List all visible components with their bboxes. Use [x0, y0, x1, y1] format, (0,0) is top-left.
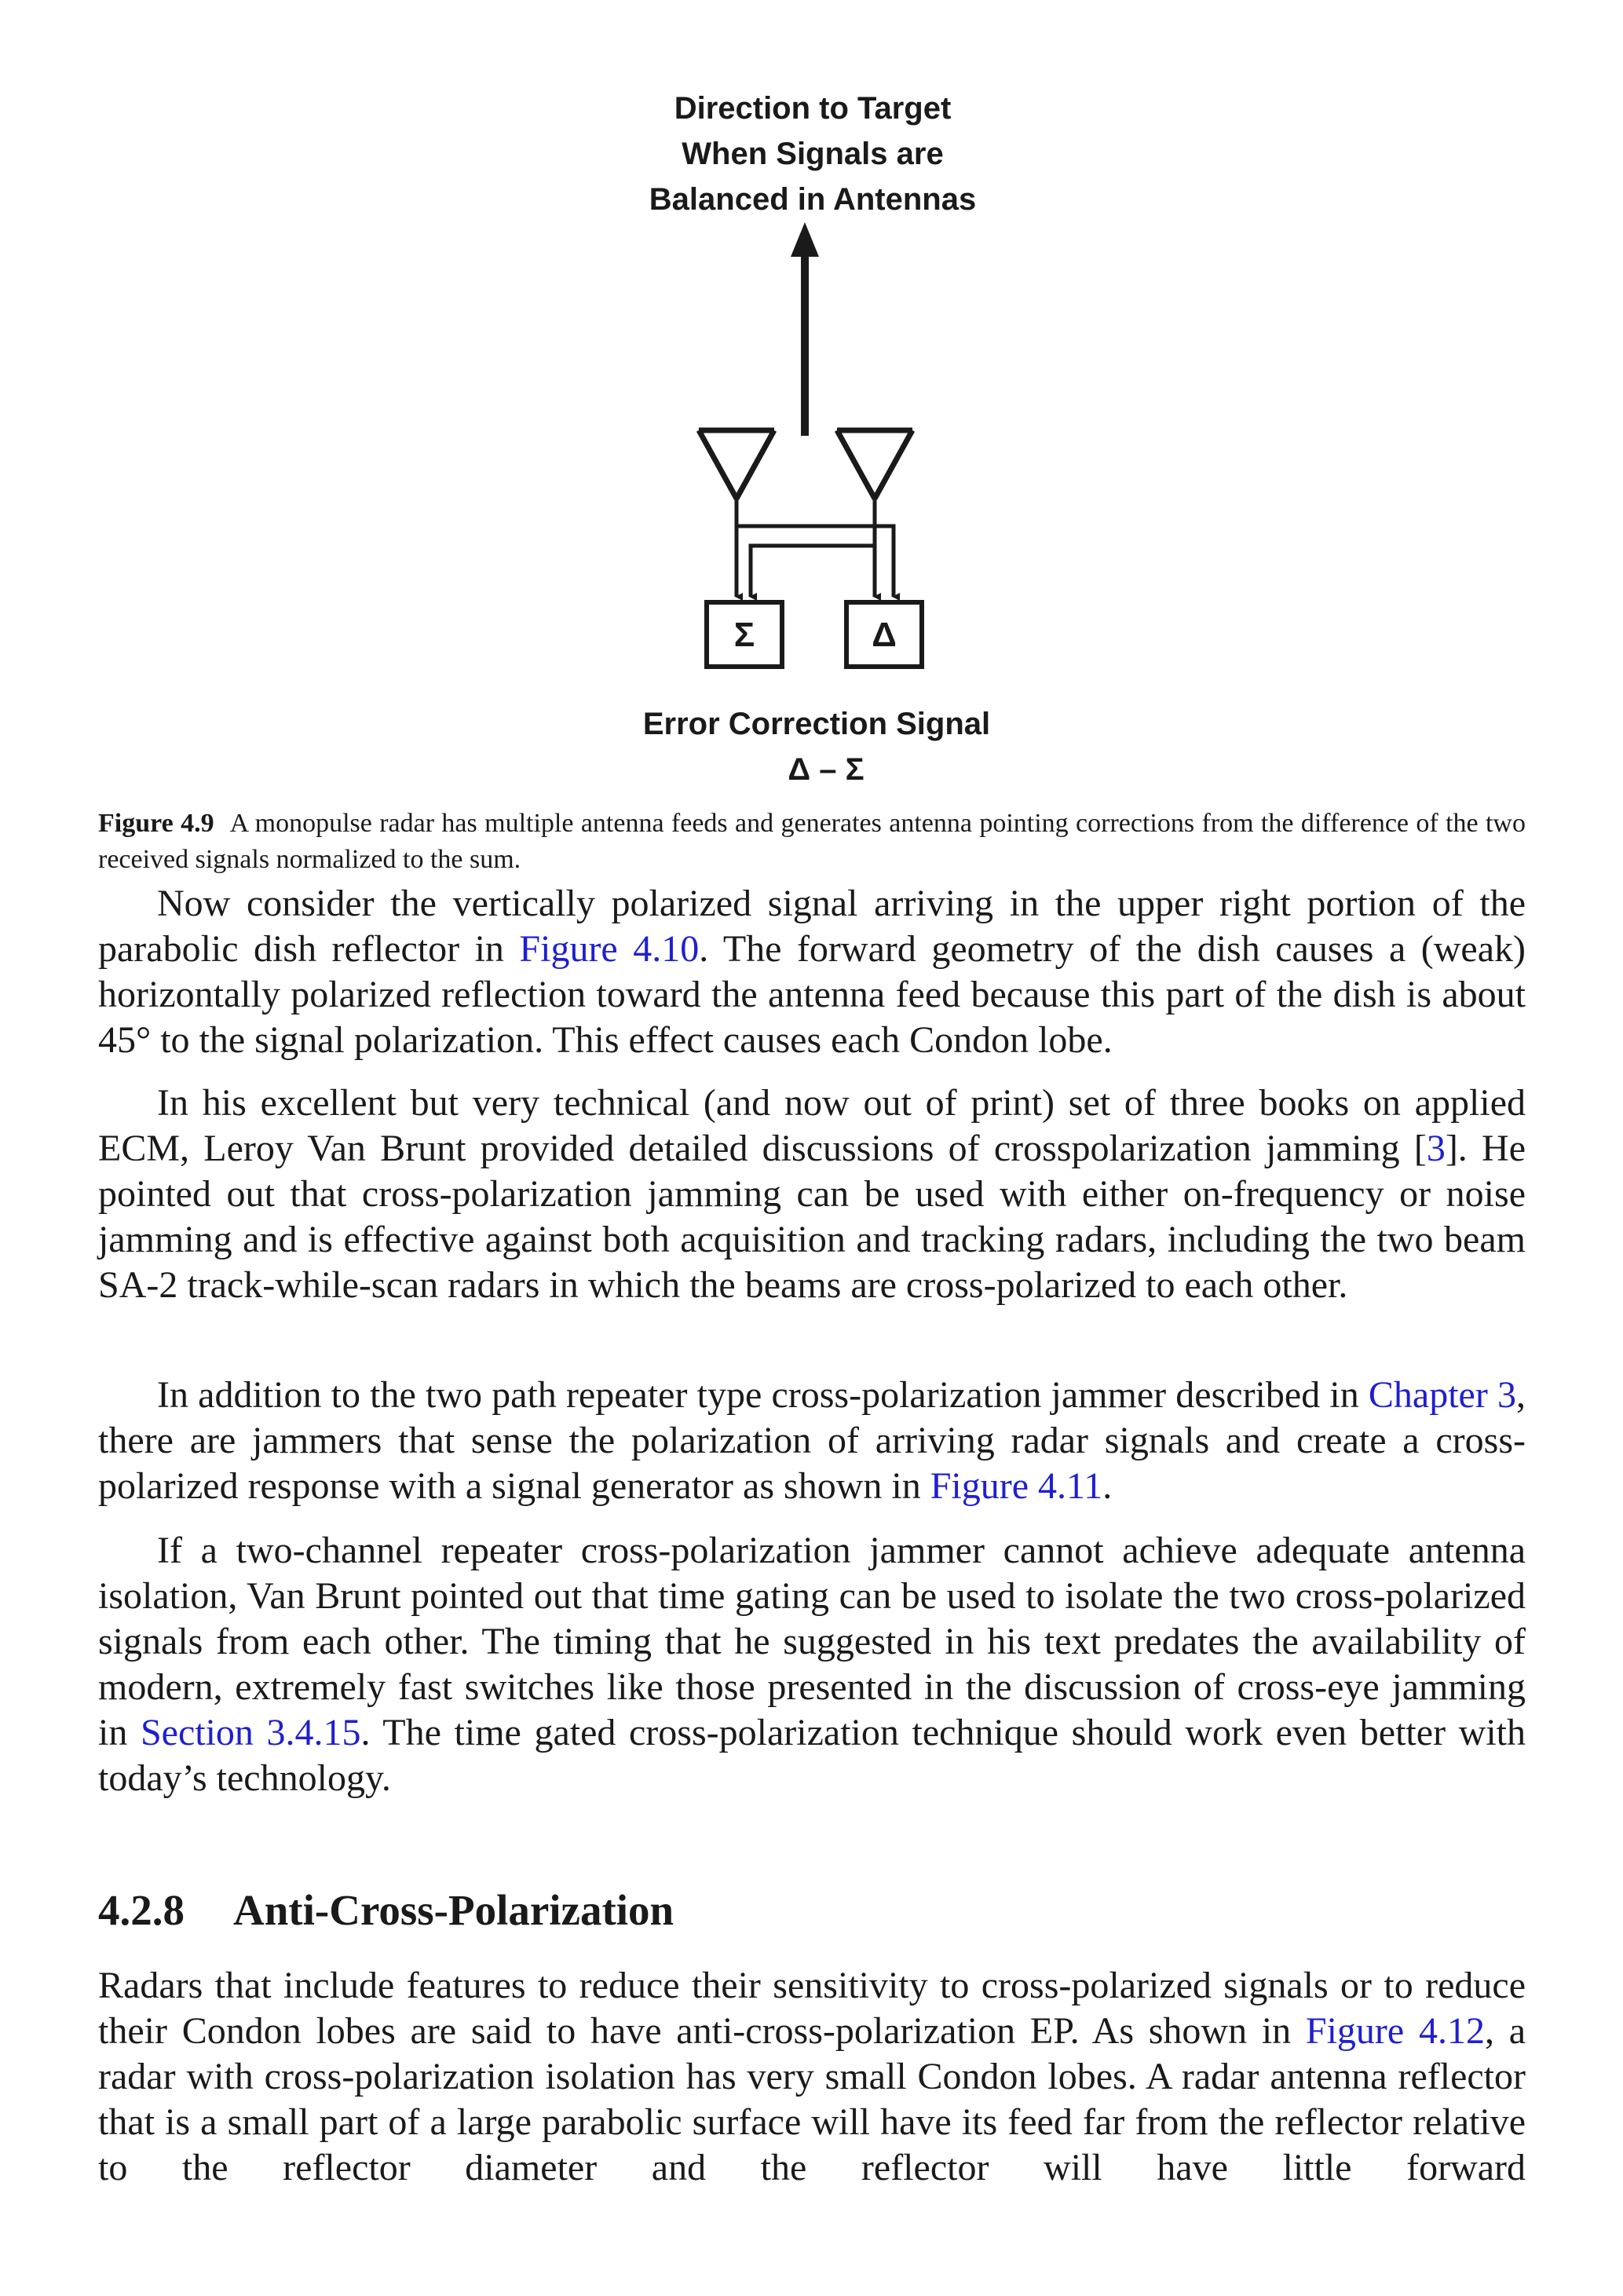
bottom-formula: Δ – Σ — [788, 752, 865, 787]
figure-4-10-link[interactable]: Figure 4.10 — [519, 928, 700, 970]
paragraph-1 — [98, 881, 1526, 1063]
paragraph-3 — [98, 1373, 1526, 1509]
top-label-line-3: Balanced in Antennas — [649, 182, 977, 217]
paragraph-2 — [98, 1080, 1526, 1308]
feed-network — [737, 499, 894, 597]
monopulse-diagram — [597, 75, 1036, 805]
paragraph-5 — [98, 1963, 1526, 2191]
paragraph-2-text-a: In his excellent but very technical (and now out of print) set of three books on applied ECM, Leroy Van Brunt provided detailed discussions of crosspolarization jamming [ — [98, 1082, 1526, 1169]
caption-text: A monopulse radar has multiple antenna feeds and generates antenna pointing corrections from the difference of the two received signals normalized to the sum. — [98, 809, 1526, 874]
paragraph-2-text-b: ]. He pointed out that cross-polarization jamming can be used with either on-frequency or noise jamming and is effective against both acquisition and tracking radars, including the two beam SA-2 track-while-scan radars in which the beams are cross-polarized to each other. — [98, 1128, 1526, 1306]
figure-4-11-link[interactable]: Figure 4.11 — [930, 1465, 1103, 1507]
sum-symbol: Σ — [733, 616, 755, 654]
right-antenna-icon — [837, 430, 912, 499]
paragraph-3-text-c: . — [1102, 1465, 1113, 1507]
figure-4-12-link[interactable]: Figure 4.12 — [1305, 2010, 1485, 2052]
paragraph-5-text-b: , a radar with cross-polarization isolation has very small Condon lobes. A radar antenna reflector that is a small part of a large parabolic surface will have its feed far from the reflector relative to the reflector diameter and the reflector will have little forward — [98, 2010, 1526, 2188]
top-label-line-2: When Signals are — [682, 137, 944, 171]
figure-caption — [98, 806, 1526, 878]
delta-symbol: Δ — [872, 616, 897, 654]
caption-label: Figure 4.9 — [98, 809, 214, 838]
direction-arrow-head — [791, 222, 819, 257]
section-number: 4.2.8 — [98, 1886, 185, 1934]
section-heading — [98, 1883, 674, 1938]
paragraph-4-text-a: If a two-channel repeater cross-polarization jammer cannot achieve adequate antenna isolation, Van Brunt pointed out that time gating can be used to isolate the two cross-polarized signals from each other. The timing that he suggested in his text predates the availability of modern, extremely fast switches like those presented in the discussion of cross-eye jamming in — [98, 1530, 1526, 1753]
reference-3-link[interactable]: 3 — [1426, 1128, 1446, 1169]
monopulse-figure — [597, 75, 1036, 805]
bottom-label: Error Correction Signal — [642, 707, 991, 741]
paragraph-3-text-b: , there are jammers that sense the polarization of arriving radar signals and create a cross-polarized response with a signal generator as shown in — [98, 1374, 1526, 1507]
section-title: Anti-Cross-Polarization — [233, 1886, 674, 1934]
chapter-3-link[interactable]: Chapter 3 — [1368, 1374, 1516, 1416]
paragraph-4-text-b: . The time gated cross-polarization technique should work even better with today’s technology. — [98, 1712, 1526, 1799]
paragraph-4 — [98, 1528, 1526, 1801]
top-label-line-1: Direction to Target — [674, 91, 952, 126]
section-3-4-15-link[interactable]: Section 3.4.15 — [140, 1712, 361, 1753]
left-antenna-icon — [699, 430, 774, 499]
paragraph-1-text-a: Now consider the vertically polarized signal arriving in the upper right portion of the parabolic dish reflector in — [98, 883, 1526, 970]
paragraph-3-text-a: In addition to the two path repeater type cross-polarization jammer described in — [157, 1374, 1369, 1416]
paragraph-5-text-a: Radars that include features to reduce their sensitivity to cross-polarized signals or to reduce their Condon lobes are said to have anti-cross-polarization EP. As shown in — [98, 1965, 1526, 2052]
paragraph-1-text-b: . The forward geometry of the dish causes a (weak) horizontally polarized reflection toward the antenna feed because this part of the dish is about 45° to the signal polarization. This effect causes each Condon lobe. — [98, 928, 1526, 1061]
